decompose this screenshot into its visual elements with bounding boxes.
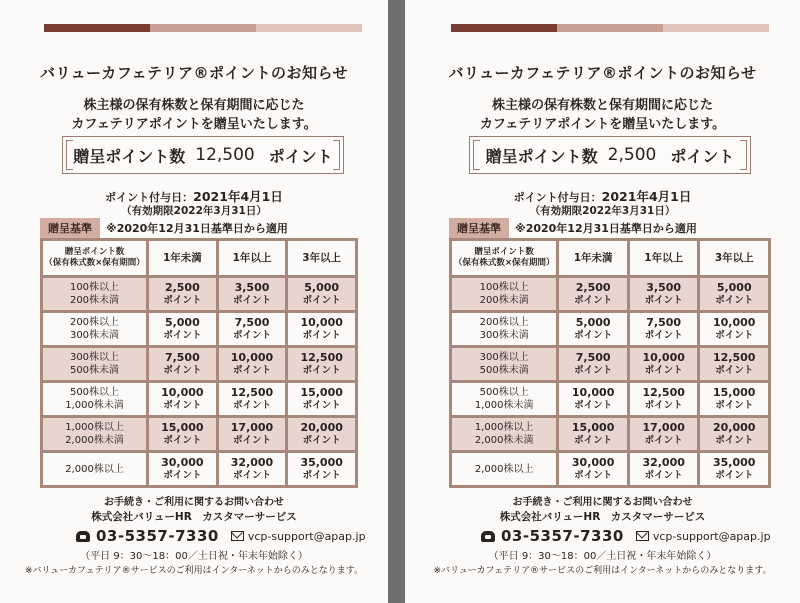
table-row xyxy=(452,313,768,345)
table-cell: 32,000 ポイント xyxy=(630,453,698,485)
phone-icon xyxy=(481,531,495,542)
table-cell: 35,000 ポイント xyxy=(288,453,355,485)
table-cell: 20,000 ポイント xyxy=(288,418,355,450)
intro-text xyxy=(405,96,800,134)
notice-card-left xyxy=(0,0,388,603)
points-table xyxy=(449,238,771,488)
row-label: 300株以上 500株未満 xyxy=(43,348,146,380)
table-header-label: 贈呈ポイント数 （保有株式数×保有期間） xyxy=(43,241,146,275)
criteria-tag: 贈呈基準 xyxy=(40,218,100,238)
table-cell: 7,500 ポイント xyxy=(559,348,627,380)
table-cell: 10,000 ポイント xyxy=(700,313,768,345)
business-hours: （平日 9：30～18：00／土日祝・年末年始除く） xyxy=(488,551,717,562)
table-row xyxy=(452,348,768,380)
company-name: 株式会社バリューHR カスタマーサービス xyxy=(91,511,297,523)
table-cell: 5,000 ポイント xyxy=(149,313,216,345)
table-row xyxy=(43,383,355,415)
intro-line-1: 株主様の保有株数と保有期間に応じた xyxy=(491,98,713,113)
footnote: ※バリューカフェテリア®サービスのご利用はインターネットからのみとなります。 xyxy=(433,566,772,576)
criteria-row xyxy=(40,218,288,238)
table-header-col3: 3年以上 xyxy=(288,241,355,275)
card-title: バリューカフェテリア®ポイントのお知らせ xyxy=(448,64,757,82)
mail-icon xyxy=(636,531,649,541)
decorative-top-bar xyxy=(451,24,769,32)
card-title: バリューカフェテリア®ポイントのお知らせ xyxy=(39,64,349,82)
points-label: 贈呈ポイント数 xyxy=(485,146,598,166)
card-gap xyxy=(388,0,405,603)
table-cell: 30,000 ポイント xyxy=(559,453,627,485)
table-row xyxy=(452,453,768,485)
row-label: 200株以上 300株未満 xyxy=(43,313,146,345)
points-value: 2,500 xyxy=(607,145,657,165)
points-label: 贈呈ポイント数 xyxy=(73,146,186,166)
row-label: 500株以上 1,000株未満 xyxy=(452,383,556,415)
table-cell: 10,000 ポイント xyxy=(149,383,216,415)
row-label: 1,000株以上 2,000株未満 xyxy=(43,418,146,450)
table-cell: 7,500 ポイント xyxy=(219,313,286,345)
notice-card-right xyxy=(405,0,800,603)
row-label: 2,000株以上 xyxy=(43,453,146,485)
points-unit: ポイント xyxy=(670,146,735,166)
footnote: ※バリューカフェテリア®サービスのご利用はインターネットからのみとなります。 xyxy=(24,566,364,576)
table-cell: 20,000 ポイント xyxy=(700,418,768,450)
table-cell: 2,500 ポイント xyxy=(149,278,216,310)
mail-icon xyxy=(231,531,244,541)
table-row xyxy=(452,278,768,310)
table-cell: 12,500 ポイント xyxy=(630,383,698,415)
contact-row xyxy=(76,527,366,545)
intro-line-1: 株主様の保有株数と保有期間に応じた xyxy=(83,98,305,113)
table-header-col2: 1年以上 xyxy=(219,241,286,275)
table-cell: 15,000 ポイント xyxy=(149,418,216,450)
table-row xyxy=(452,418,768,450)
table-header-col2: 1年以上 xyxy=(630,241,698,275)
row-label: 300株以上 500株未満 xyxy=(452,348,556,380)
table-cell: 15,000 ポイント xyxy=(288,383,355,415)
table-cell: 2,500 ポイント xyxy=(559,278,627,310)
table-cell: 12,500 ポイント xyxy=(700,348,768,380)
intro-text xyxy=(0,96,388,134)
table-cell: 7,500 ポイント xyxy=(149,348,216,380)
points-box xyxy=(469,136,751,174)
table-cell: 15,000 ポイント xyxy=(559,418,627,450)
table-cell: 30,000 ポイント xyxy=(149,453,216,485)
phone-number: 03-5357-7330 xyxy=(96,527,219,545)
table-cell: 7,500 ポイント xyxy=(630,313,698,345)
row-label: 100株以上 200株未満 xyxy=(452,278,556,310)
business-hours: （平日 9：30～18：00／土日祝・年末年始除く） xyxy=(80,551,308,562)
table-header-label: 贈呈ポイント数 （保有株式数×保有期間） xyxy=(452,241,556,275)
valid-until: （有効期限2022年3月31日） xyxy=(529,205,676,217)
table-row xyxy=(43,313,355,345)
intro-line-2: カフェテリアポイントを贈呈いたします。 xyxy=(479,117,726,132)
points-value: 12,500 xyxy=(195,145,255,165)
email-address: vcp-support@apap.jp xyxy=(247,529,366,543)
table-cell: 17,000 ポイント xyxy=(219,418,286,450)
points-unit: ポイント xyxy=(268,146,333,166)
row-label: 200株以上 300株未満 xyxy=(452,313,556,345)
table-row xyxy=(452,383,768,415)
table-header-col1: 1年未満 xyxy=(149,241,216,275)
criteria-row xyxy=(449,218,697,238)
table-cell: 3,500 ポイント xyxy=(630,278,698,310)
table-cell: 12,500 ポイント xyxy=(219,383,286,415)
email-address: vcp-support@apap.jp xyxy=(652,529,771,543)
table-cell: 10,000 ポイント xyxy=(288,313,355,345)
row-label: 1,000株以上 2,000株未満 xyxy=(452,418,556,450)
contact-row xyxy=(481,527,771,545)
table-row xyxy=(43,348,355,380)
table-row xyxy=(43,453,355,485)
grant-label: ポイント付与日： xyxy=(513,191,602,204)
table-cell: 32,000 ポイント xyxy=(219,453,286,485)
phone-number: 03-5357-7330 xyxy=(501,527,624,545)
table-cell: 10,000 ポイント xyxy=(219,348,286,380)
table-cell: 35,000 ポイント xyxy=(700,453,768,485)
points-box xyxy=(62,136,344,174)
inquiry-heading: お手続き・ご利用に関するお問い合わせ xyxy=(104,497,284,508)
table-row xyxy=(43,418,355,450)
table-cell: 12,500 ポイント xyxy=(288,348,355,380)
criteria-note: ※2020年12月31日基準日から適用 xyxy=(106,222,288,235)
company-name: 株式会社バリューHR カスタマーサービス xyxy=(499,511,706,523)
grant-date: 2021年4月1日 xyxy=(601,189,692,204)
table-header-col1: 1年未満 xyxy=(559,241,627,275)
table-cell: 5,000 ポイント xyxy=(288,278,355,310)
row-label: 100株以上 200株未満 xyxy=(43,278,146,310)
criteria-tag: 贈呈基準 xyxy=(449,218,509,238)
inquiry-heading: お手続き・ご利用に関するお問い合わせ xyxy=(512,497,693,508)
table-cell: 5,000 ポイント xyxy=(700,278,768,310)
table-header-col3: 3年以上 xyxy=(700,241,768,275)
decorative-top-bar xyxy=(44,24,362,32)
valid-until: （有効期限2022年3月31日） xyxy=(121,205,267,217)
table-cell: 15,000 ポイント xyxy=(700,383,768,415)
criteria-note: ※2020年12月31日基準日から適用 xyxy=(515,222,697,235)
points-table xyxy=(40,238,358,488)
table-cell: 10,000 ポイント xyxy=(559,383,627,415)
row-label: 500株以上 1,000株未満 xyxy=(43,383,146,415)
grant-label: ポイント付与日： xyxy=(105,191,194,204)
grant-date: 2021年4月1日 xyxy=(193,189,283,204)
intro-line-2: カフェテリアポイントを贈呈いたします。 xyxy=(71,117,317,132)
table-row xyxy=(43,278,355,310)
phone-icon xyxy=(76,531,90,542)
row-label: 2,000株以上 xyxy=(452,453,556,485)
table-cell: 10,000 ポイント xyxy=(630,348,698,380)
table-cell: 5,000 ポイント xyxy=(559,313,627,345)
table-cell: 3,500 ポイント xyxy=(219,278,286,310)
table-cell: 17,000 ポイント xyxy=(630,418,698,450)
